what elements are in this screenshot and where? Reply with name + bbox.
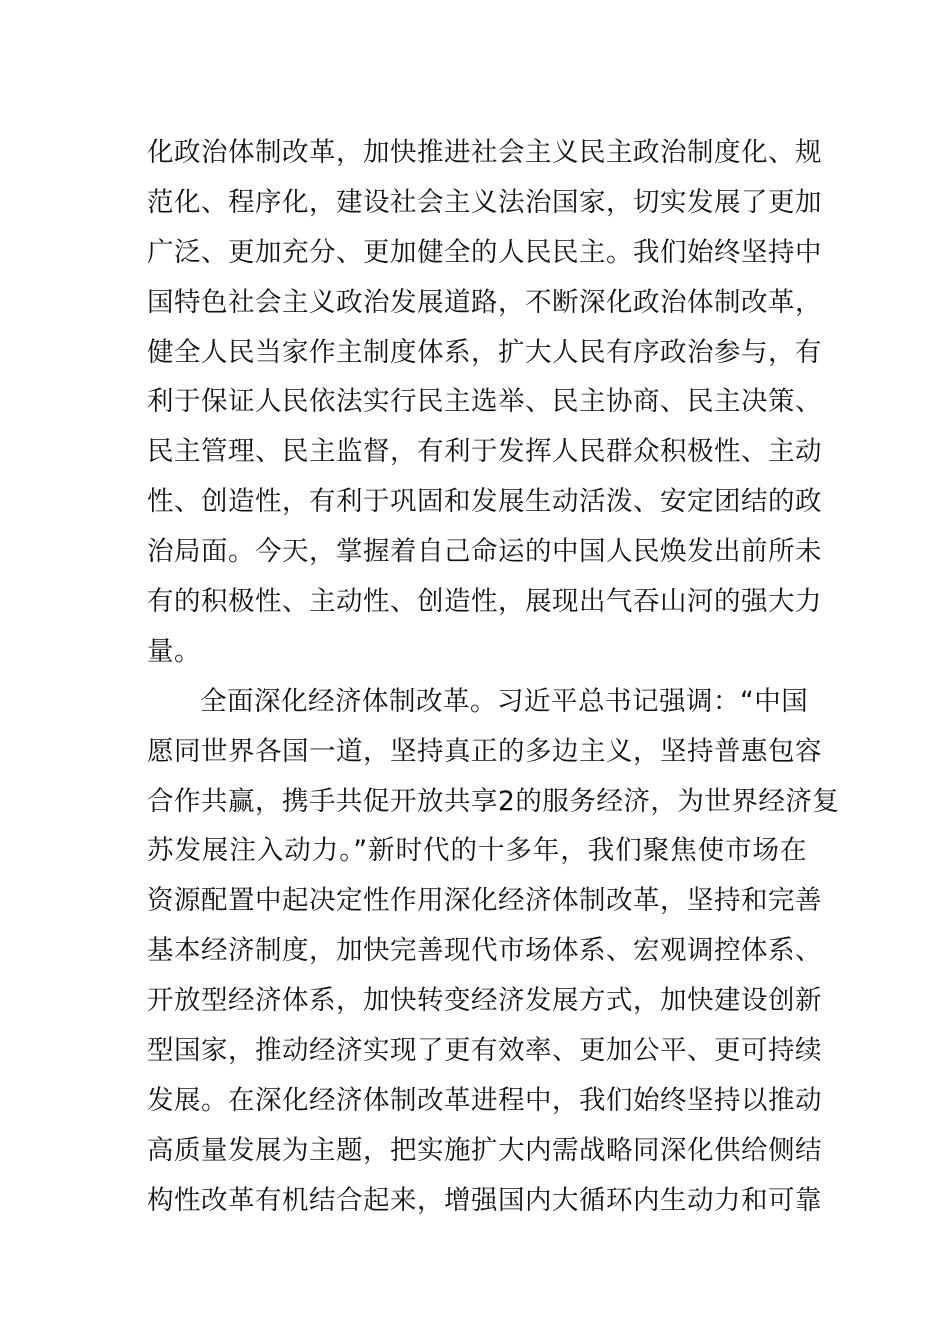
text-line: 高质量发展为主题，把实施扩大内需战略同深化供给侧结 [147,1134,822,1166]
text-line: 性、创造性，有利于巩固和发展生动活泼、安定团结的政 [147,486,822,518]
body-text [147,128,840,1226]
text-line: 民主管理、民主监督，有利于发挥人民群众积极性、主动 [147,436,822,468]
text-line: 健全人民当家作主制度体系，扩大人民有序政治参与，有 [147,336,822,368]
text-line: 化政治体制改革，加快推进社会主义民主政治制度化、规 [147,137,822,168]
text-line: 治局面。今天，掌握着自己命运的中国人民焕发出前所未 [147,536,822,568]
text-line: 发展。在深化经济体制改革进程中，我们始终坚持以推动 [147,1084,822,1116]
text-line: 量。 [147,635,201,667]
text-line: 广泛、更加充分、更加健全的人民民主。我们始终坚持中 [147,236,822,268]
text-line: 型国家，推动经济实现了更有效率、更加公平、更可持续 [147,1035,822,1067]
text-line: 构性改革有机结合起来，增强国内大循环内生动力和可靠 [147,1184,822,1216]
text-line: 有的积极性、主动性、创造性，展现出气吞山河的强大力 [147,586,822,618]
text-line: 苏发展注入动力。”新时代的十多年，我们聚焦使市场在 [147,835,807,867]
text-line: 开放型经济体系，加快转变经济发展方式，加快建设创新 [147,985,822,1017]
text-line: 国特色社会主义政治发展道路，不断深化政治体制改革， [147,286,822,318]
text-line: 合作共赢，携手共促开放共享2的服务经济，为世界经济复 [147,785,840,817]
text-line: 资源配置中起决定性作用深化经济体制改革，坚持和完善 [147,885,822,917]
paragraph-first-line: 全面深化经济体制改革。习近平总书记强调：“中国 [200,685,809,717]
text-line: 利于保证人民依法实行民主选举、民主协商、民主决策、 [147,386,822,418]
text-line: 基本经济制度，加快完善现代市场体系、宏观调控体系、 [147,935,822,967]
text-line: 愿同世界各国一道，坚持真正的多边主义，坚持普惠包容 [147,735,822,767]
text-line: 范化、程序化，建设社会主义法治国家，切实发展了更加 [147,186,822,218]
